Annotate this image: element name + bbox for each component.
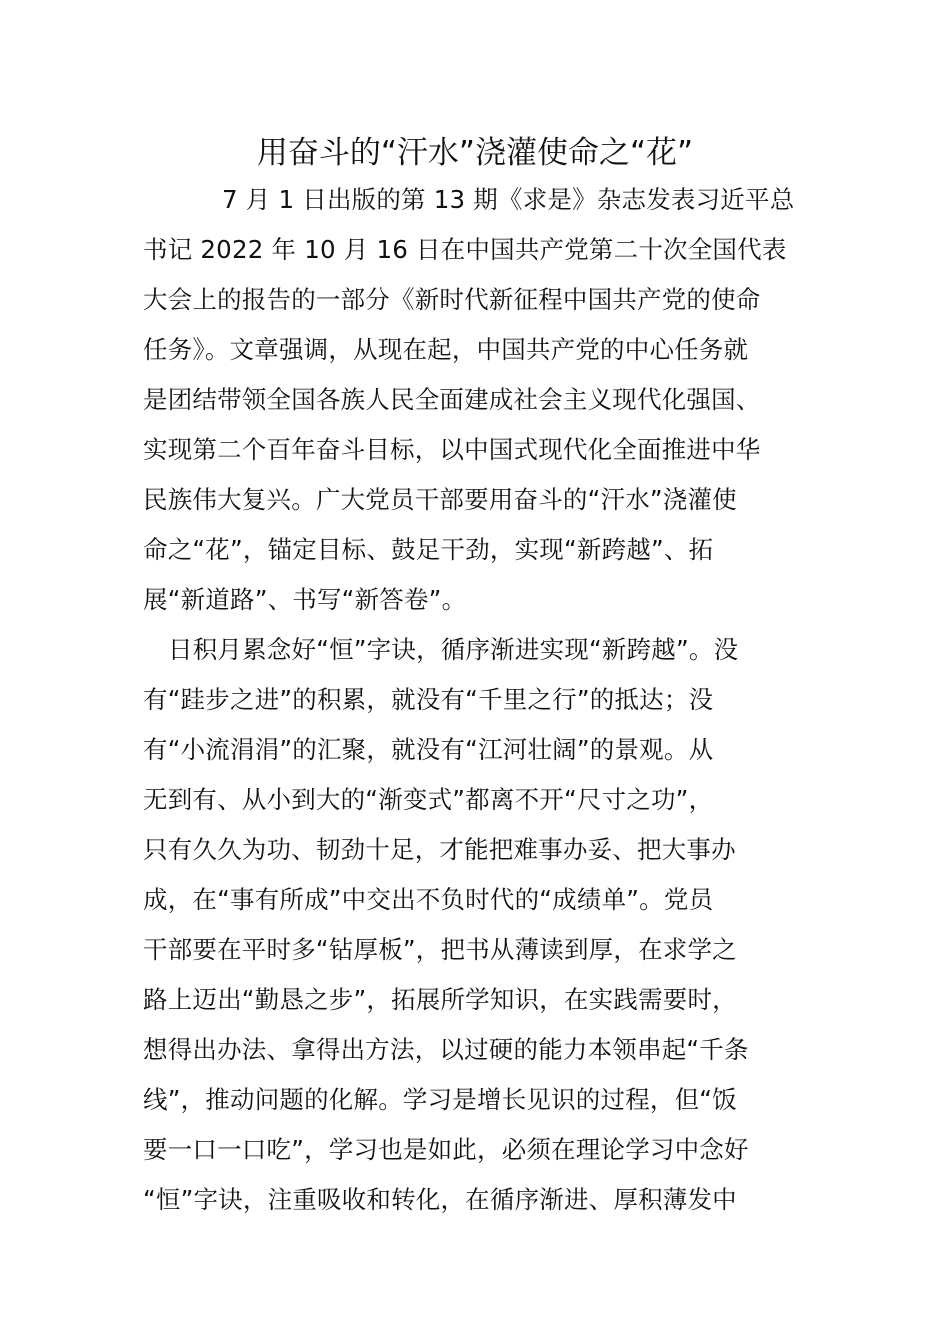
document-title: 用奋斗的“汗水”浇灌使命之“花” [256,135,694,171]
text-line: 想得出办法、拿得出方法，以过硬的能力本领串起“千条 [143,1035,749,1064]
text-line: 民族伟大复兴。广大党员干部要用奋斗的“汗水”浇灌使 [143,485,737,514]
text-line: 成，在“事有所成”中交出不负时代的“成绩单”。党员 [143,885,714,914]
text-line: 是团结带领全国各族人民全面建成社会主义现代化强国、 [143,385,761,414]
text-line: 有“小流涓涓”的汇聚，就没有“江河壮阔”的景观。从 [143,735,714,764]
text-line: 有“跬步之进”的积累，就没有“千里之行”的抵达；没 [143,685,714,714]
text-line: 路上迈出“勤恳之步”，拓展所学知识，在实践需要时， [143,985,737,1014]
text-line: 7 月 1 日出版的第 13 期《求是》杂志发表习近平总 [222,185,795,214]
text-line: 日积月累念好“恒”字诀，循序渐进实现“新跨越”。没 [168,635,739,664]
text-line: 线”，推动问题的化解。学习是增长见识的过程，但“饭 [143,1085,737,1114]
text-line: 要一口一口吃”，学习也是如此，必须在理论学习中念好 [143,1135,749,1164]
text-line: 大会上的报告的一部分《新时代新征程中国共产党的使命 [143,285,761,314]
text-line: 干部要在平时多“钻厚板”，把书从薄读到厚，在求学之 [143,935,737,964]
text-line: 任务》。文章强调，从现在起，中国共产党的中心任务就 [143,335,749,364]
text-line: 展“新道路”、书写“新答卷”。 [143,585,467,614]
text-line: 只有久久为功、韧劲十足，才能把难事办妥、把大事办 [143,835,736,864]
text-line: 无到有、从小到大的“渐变式”都离不开“尺寸之功”， [143,785,714,814]
text-line: 书记 2022 年 10 月 16 日在中国共产党第二十次全国代表 [143,235,787,264]
text-line: 实现第二个百年奋斗目标，以中国式现代化全面推进中华 [143,435,761,464]
text-line: 命之“花”，锚定目标、鼓足干劲，实现“新跨越”、拓 [143,535,714,564]
text-line: “恒”字诀，注重吸收和转化，在循序渐进、厚积薄发中 [143,1185,737,1214]
